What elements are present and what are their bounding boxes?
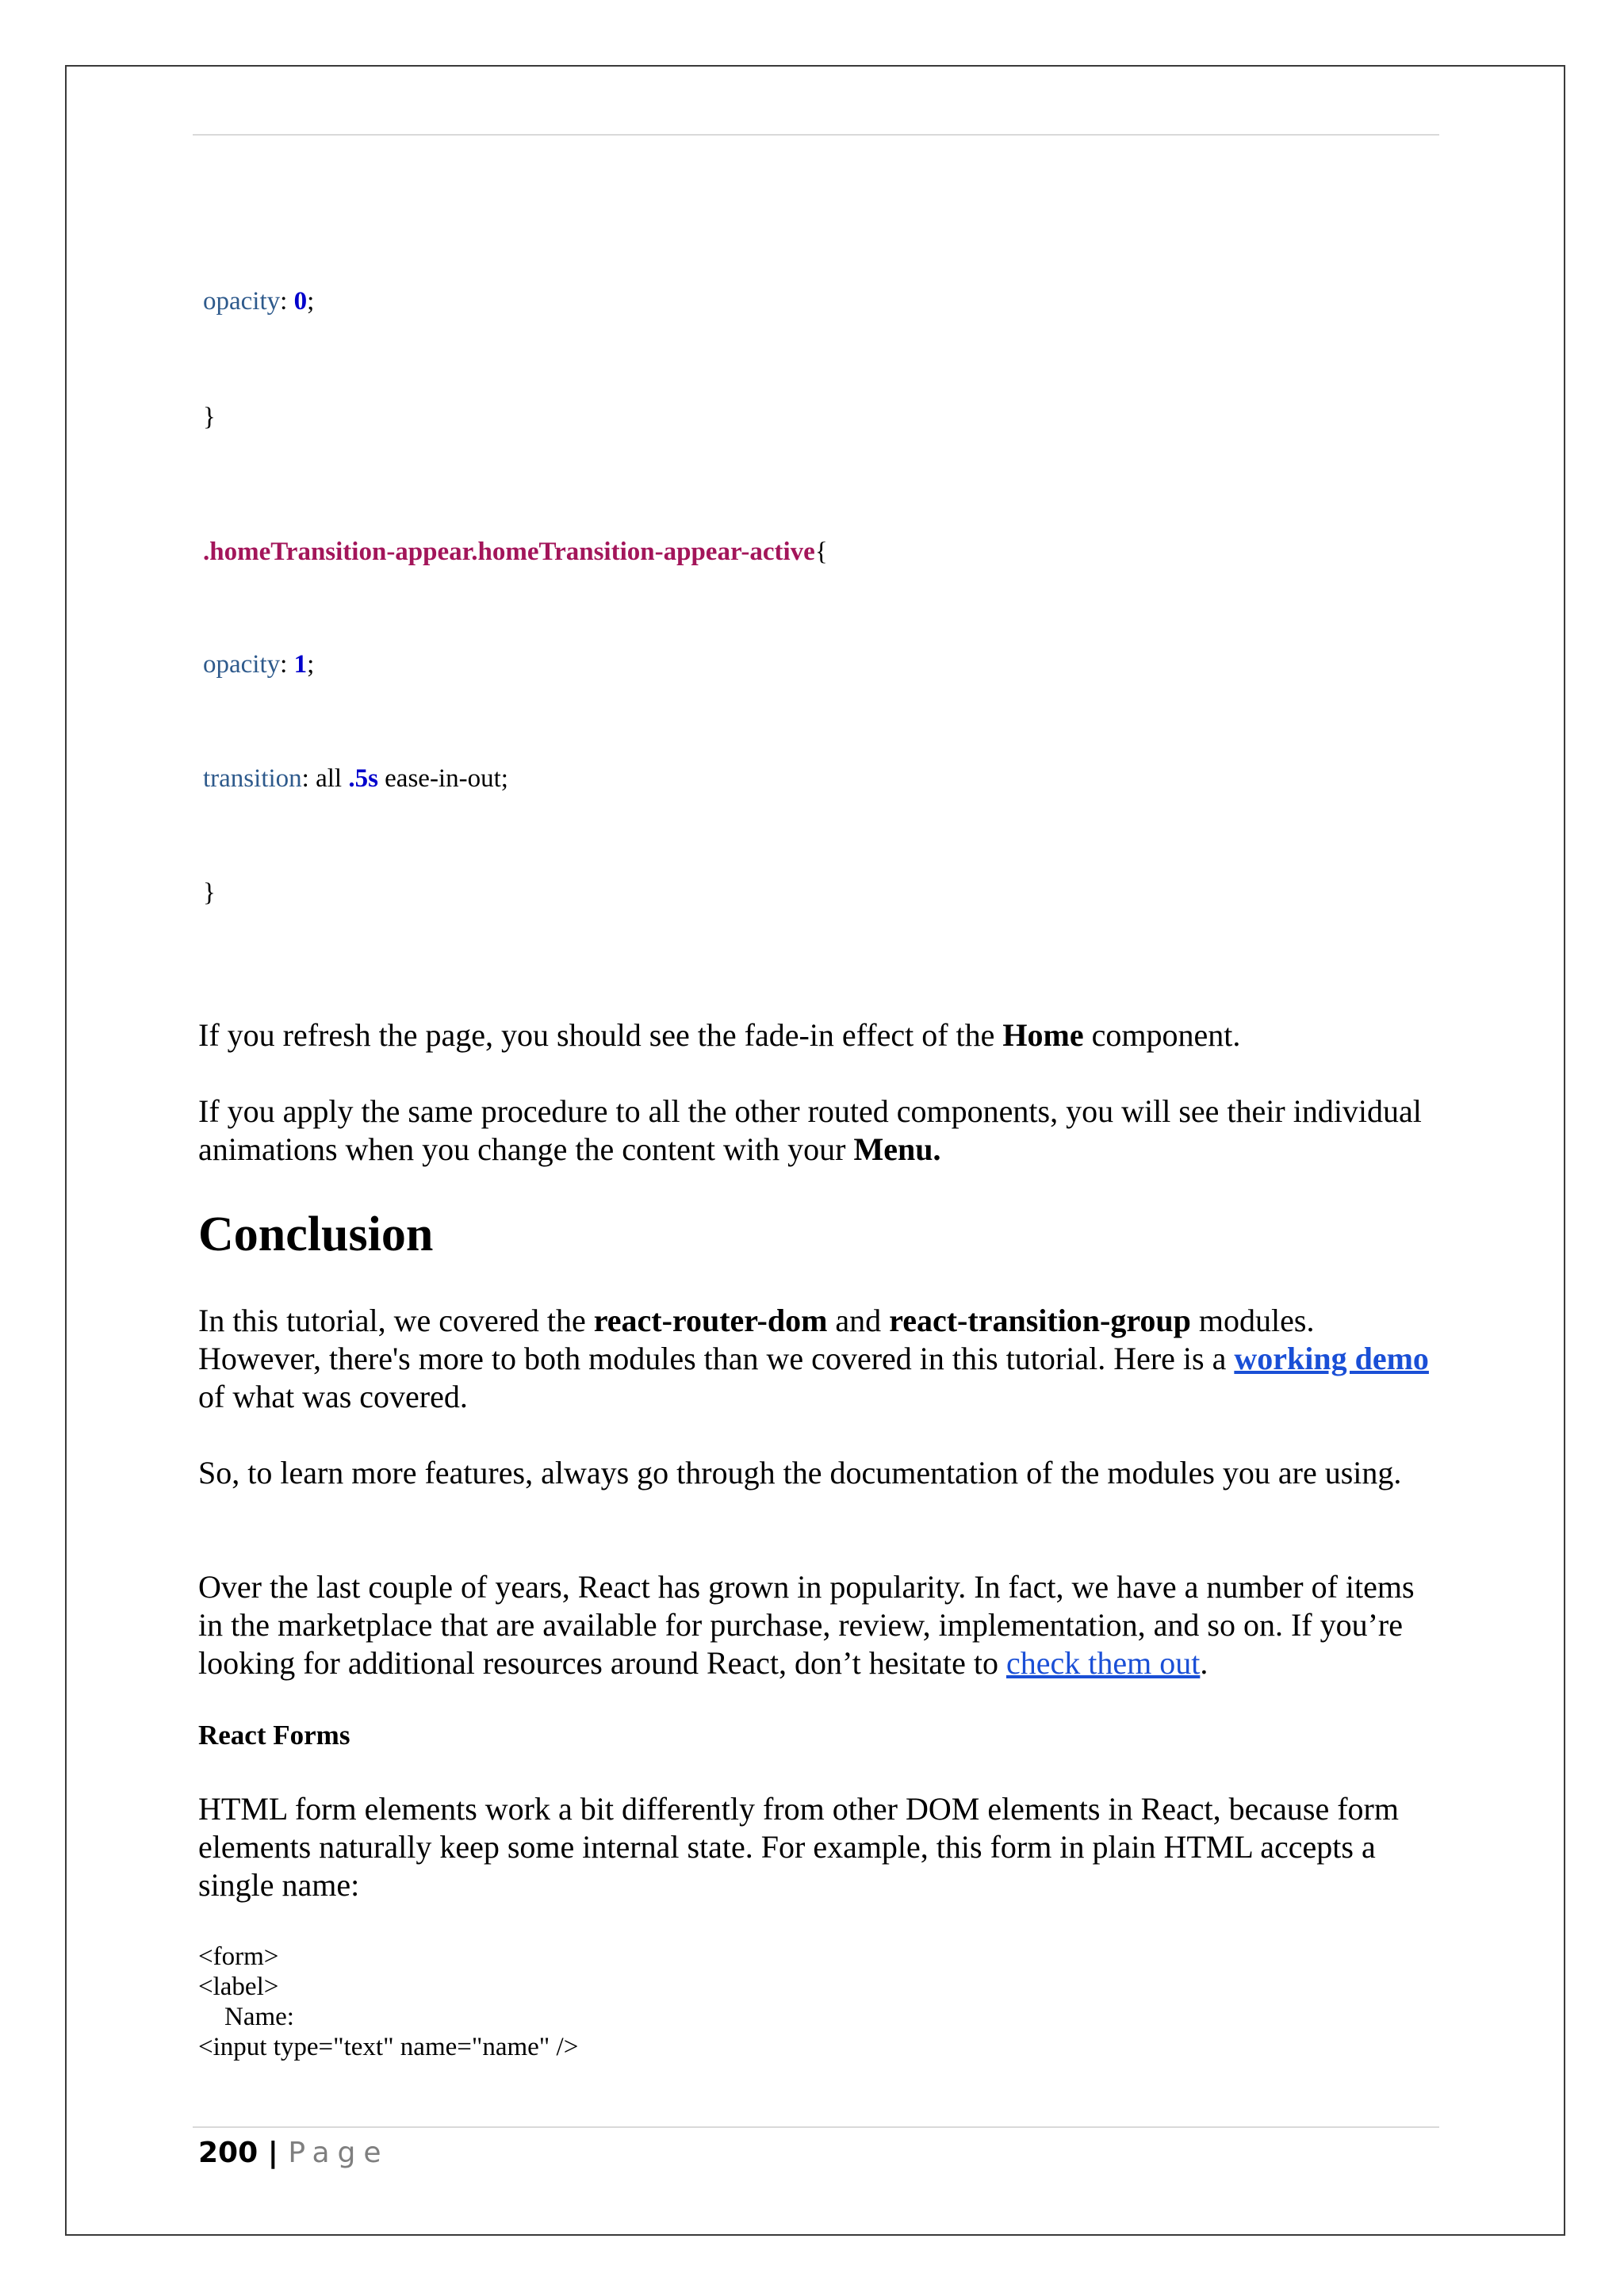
paragraph-refresh <box>198 1016 1443 1054</box>
page-word: Page <box>288 2137 389 2169</box>
paragraph-html-forms: HTML form elements work a bit differently from other DOM elements in React, because form elements naturally keep some internal state. For example, this form in plain HTML accepts a single name: <box>198 1791 1399 1903</box>
paragraph-popularity <box>198 1568 1443 1682</box>
css-semicolon: ; <box>307 287 315 316</box>
css-open-brace: { <box>814 538 828 566</box>
text: In this tutorial, we covered the <box>198 1303 594 1338</box>
css-semicolon: ; <box>307 650 315 679</box>
bold-text: Menu. <box>853 1131 941 1167</box>
code-line-transition <box>203 763 508 794</box>
code-close-brace: } <box>203 878 216 907</box>
page-number: 200 <box>198 2137 259 2169</box>
paragraph-learn-more: So, to learn more features, always go through the documentation of the modules you are using. <box>198 1455 1402 1490</box>
text: If you apply the same procedure to all the other routed components, you will see their individual animations when you change the content with your <box>198 1093 1422 1167</box>
css-value: 0 <box>293 287 308 316</box>
code-snippet-line: Name: <box>198 2003 294 2031</box>
text: modules. However, there's more to both modules than we covered in this tutorial. Here is a <box>198 1303 1315 1376</box>
code-snippet-line: <input type="text" name="name" /> <box>198 2033 579 2061</box>
section-heading: Conclusion <box>198 1207 434 1261</box>
bold-text: react-transition-group <box>889 1303 1191 1338</box>
text: Over the last couple of years, React has grown in popularity. In fact, we have a number of items in the marketplace that are available for purchase, review, implementation, and so on. If you’re looking for additional resources around React, don’t hesitate to <box>198 1569 1415 1681</box>
check-them-out-link[interactable]: check them out <box>1005 1645 1201 1681</box>
css-rest: ease-in-out; <box>377 764 508 793</box>
bold-text: Home <box>1002 1017 1084 1053</box>
css-property: transition <box>203 764 302 793</box>
code-line-opacity-1 <box>203 649 314 680</box>
code-snippet-line: <form> <box>198 1942 279 1971</box>
css-selector: .homeTransition-appear.homeTransition-appear-active <box>203 538 815 566</box>
paragraph-apply <box>198 1093 1443 1169</box>
text: and <box>827 1303 890 1338</box>
text: . <box>1200 1645 1208 1681</box>
text: If you refresh the page, you should see the fade-in effect of the <box>198 1017 1003 1053</box>
code-close-brace: } <box>203 403 216 431</box>
bold-text: react-router-dom <box>593 1303 828 1338</box>
text: of what was covered. <box>198 1379 468 1414</box>
code-line-opacity-0 <box>203 285 314 317</box>
css-colon: : all <box>301 764 349 793</box>
footer-separator: | <box>258 2137 289 2169</box>
css-property: opacity <box>203 287 281 316</box>
text: component. <box>1083 1017 1241 1053</box>
footer-rule <box>193 2126 1439 2128</box>
css-colon: : <box>280 287 294 316</box>
css-property: opacity <box>203 650 281 679</box>
css-colon: : <box>280 650 294 679</box>
css-value: 1 <box>293 650 308 679</box>
subheading-react-forms: React Forms <box>198 1720 350 1751</box>
working-demo-link[interactable]: working demo <box>1234 1341 1429 1376</box>
code-selector-line <box>203 536 828 568</box>
code-snippet-line: <label> <box>198 1973 279 2001</box>
css-value: .5s <box>348 764 378 793</box>
paragraph-tutorial <box>198 1302 1443 1416</box>
header-rule <box>193 134 1439 136</box>
page-footer <box>198 2136 389 2171</box>
